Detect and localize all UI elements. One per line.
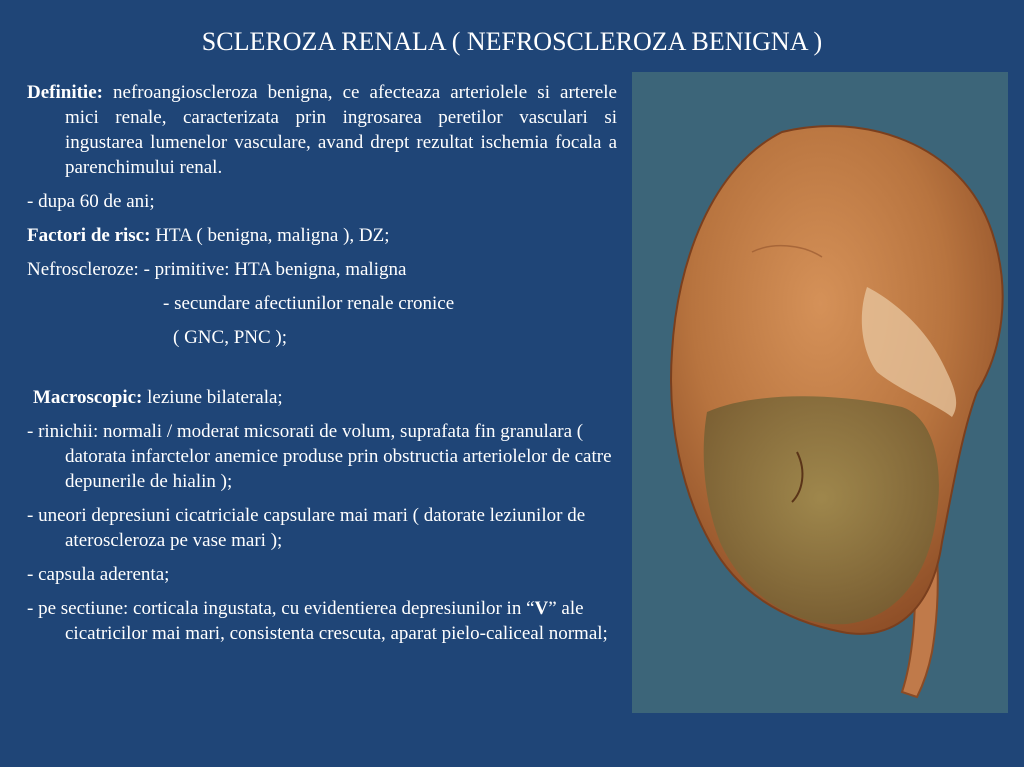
age-line: - dupa 60 de ani; xyxy=(27,191,155,212)
bullet-section xyxy=(27,596,617,646)
bullet-section-v: V xyxy=(534,598,549,619)
definition-text: nefroangioscleroza benigna, ce afecteaza arteriolele si arterele mici renale, caracterizata prin ingrosarea peretilor vasculari si ingustarea lumenelor vasculare, avand drept rezultat ischemia focala a parenchimului renal. xyxy=(65,82,617,178)
macroscopic-text: leziune bilaterala; xyxy=(142,387,283,408)
nefroscleroze-causes: ( GNC, PNC ); xyxy=(173,327,288,348)
risk-label: Factori de risc: xyxy=(27,225,151,246)
slide-title: SCLEROZA RENALA ( NEFROSCLEROZA BENIGNA ) xyxy=(201,27,823,56)
nefroscleroze-line: Nefroscleroze: - primitive: HTA benigna, maligna xyxy=(27,259,407,280)
risk-factors-line xyxy=(27,223,617,248)
nefroscleroze-secondary: - secundare afectiunilor renale cronice xyxy=(163,293,455,314)
bullet-section-pre: - pe sectiune: corticala ingustata, cu evidentierea depresiunilor in “ xyxy=(27,598,535,619)
risk-text: HTA ( benigna, maligna ), DZ; xyxy=(150,225,390,246)
macroscopic-line xyxy=(27,385,617,410)
kidney-photo xyxy=(632,72,1008,713)
bullet-section-post: ” ale cicatricilor mai mari, consistenta crescuta, aparat pielo-caliceal normal; xyxy=(65,598,608,644)
bullet-kidneys: - rinichii: normali / moderat micsorati de volum, suprafata fin granulara ( datorata infarctelor anemice produse prin obstructia arteriolelor de catre depunerile de hialin ); xyxy=(27,421,612,492)
slide-body xyxy=(27,80,617,646)
definition-label: Definitie: xyxy=(27,82,103,103)
bullet-depressions: - uneori depresiuni cicatriciale capsulare mai mari ( datorate leziunilor de ateroscleroza pe vase mari ); xyxy=(27,505,586,551)
bullet-capsule: - capsula aderenta; xyxy=(27,564,170,585)
macroscopic-label: Macroscopic: xyxy=(33,387,143,408)
definition-paragraph xyxy=(27,80,617,180)
kidney-illustration xyxy=(632,72,1008,713)
